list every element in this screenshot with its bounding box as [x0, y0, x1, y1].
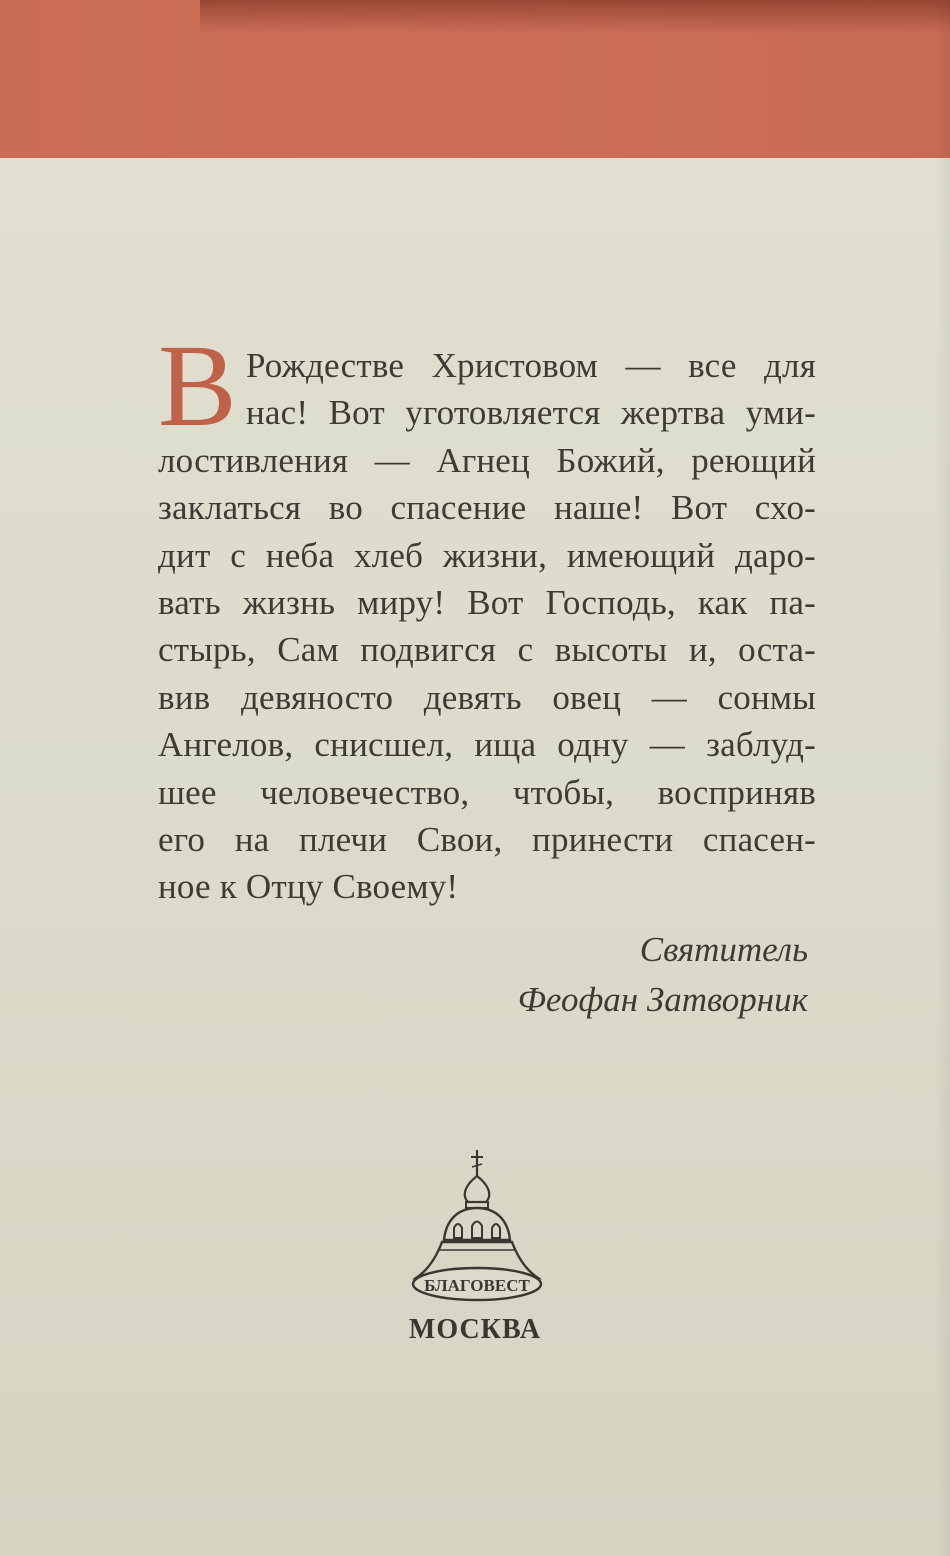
drop-cap-letter: В: [158, 320, 237, 451]
quote-line: вив девяносто девять овец — сонмы: [158, 677, 816, 717]
publisher-city: МОСКВА: [408, 1314, 542, 1345]
quote-line: нас! Вот уготовляется жертва уми-: [246, 393, 816, 433]
quote-text: [158, 342, 816, 911]
quote-author: [518, 925, 808, 1025]
quote-line: его на плечи Свои, принести спасен-: [158, 819, 816, 859]
quote-line: шее человечество, чтобы, восприняв: [158, 772, 816, 812]
quote-line: стырь, Сам подвигся с высоты и, оста-: [158, 630, 816, 670]
logo-text: БЛАГОВЕСТ: [424, 1276, 530, 1295]
author-name: Феофан Затворник: [517, 980, 808, 1019]
quote-line: Ангелов, снисшел, ища одну — заблуд-: [158, 725, 816, 765]
band-shadow: [200, 0, 950, 34]
author-title: Святитель: [639, 930, 808, 969]
quote-line: Рождестве Христовом — все для: [246, 346, 816, 385]
quote-line: ное к Отцу Своему!: [158, 867, 459, 907]
quote-line: лостивления — Агнец Божий, реющий: [158, 440, 816, 480]
quote-line: заклаться во спасение наше! Вот схо-: [158, 488, 816, 528]
quote-line: дит с неба хлеб жизни, имеющий даро-: [158, 535, 816, 575]
quote-line: вать жизнь миру! Вот Господь, как па-: [158, 582, 816, 622]
publisher-logo-icon: [402, 1146, 552, 1316]
